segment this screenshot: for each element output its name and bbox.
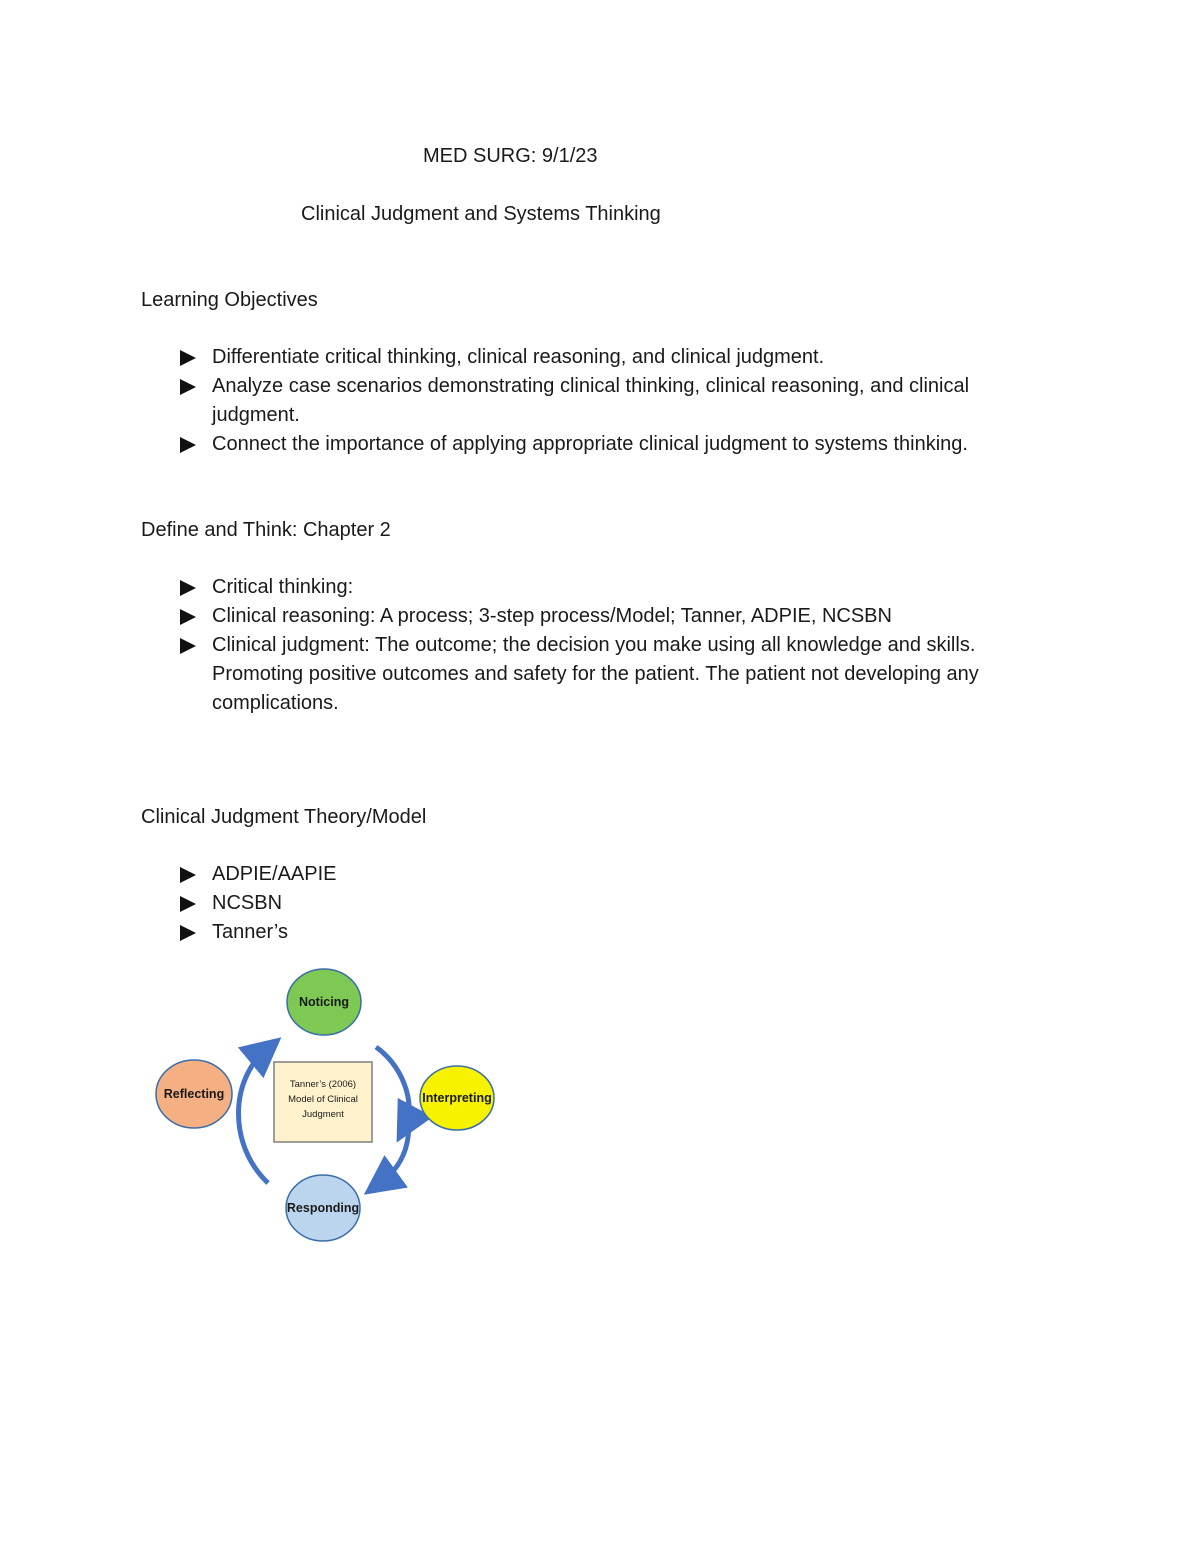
triangle-bullet-icon [180, 925, 196, 941]
arrow-noticing-to-interpreting [376, 1047, 409, 1125]
tanner-model-diagram [150, 965, 500, 1250]
list-item: Clinical reasoning: A process; 3-step process/Model; Tanner, ADPIE, NCSBN [178, 602, 1078, 631]
triangle-bullet-icon [180, 609, 196, 625]
triangle-bullet-icon [180, 437, 196, 453]
triangle-bullet-icon [180, 379, 196, 395]
triangle-bullet-icon [180, 350, 196, 366]
list-item: Clinical judgment: The outcome; the decision you make using all knowledge and skills. Promoting positive outcomes and safety for the patient. The patient not developing any complications. [178, 631, 1062, 718]
node-label-reflecting: Reflecting [163, 1087, 225, 1101]
list-item: Connect the importance of applying appropriate clinical judgment to systems thinking. [178, 430, 1078, 459]
learning-objectives-list [178, 343, 1078, 459]
section-heading-define-and-think: Define and Think: Chapter 2 [141, 519, 391, 541]
triangle-bullet-icon [180, 867, 196, 883]
arrow-reflecting-to-noticing [239, 1050, 269, 1183]
section-heading-learning-objectives: Learning Objectives [141, 289, 318, 311]
center-label-line-2: Model of Clinical [288, 1094, 358, 1105]
node-label-interpreting: Interpreting [422, 1091, 492, 1105]
list-item: Tanner’s [178, 918, 1078, 947]
clinical-judgment-model-list [178, 860, 1078, 947]
list-item: NCSBN [178, 889, 1078, 918]
define-and-think-list [178, 573, 1078, 718]
page-subtitle: Clinical Judgment and Systems Thinking [301, 203, 661, 225]
node-label-noticing: Noticing [299, 995, 349, 1009]
page-title: MED SURG: 9/1/23 [423, 145, 598, 167]
node-label-responding: Responding [286, 1201, 360, 1215]
list-item: Analyze case scenarios demonstrating clinical thinking, clinical reasoning, and clinical judgment. [178, 372, 1032, 430]
triangle-bullet-icon [180, 896, 196, 912]
center-label-line-3: Judgment [302, 1109, 344, 1120]
list-item: Critical thinking: [178, 573, 1078, 602]
triangle-bullet-icon [180, 638, 196, 654]
arrow-interpreting-to-responding [380, 1115, 409, 1183]
triangle-bullet-icon [180, 580, 196, 596]
list-item: Differentiate critical thinking, clinical reasoning, and clinical judgment. [178, 343, 1078, 372]
list-item: ADPIE/AAPIE [178, 860, 1078, 889]
section-heading-clinical-judgment-model: Clinical Judgment Theory/Model [141, 806, 427, 828]
center-label-line-1: Tanner’s (2006) [289, 1079, 357, 1090]
